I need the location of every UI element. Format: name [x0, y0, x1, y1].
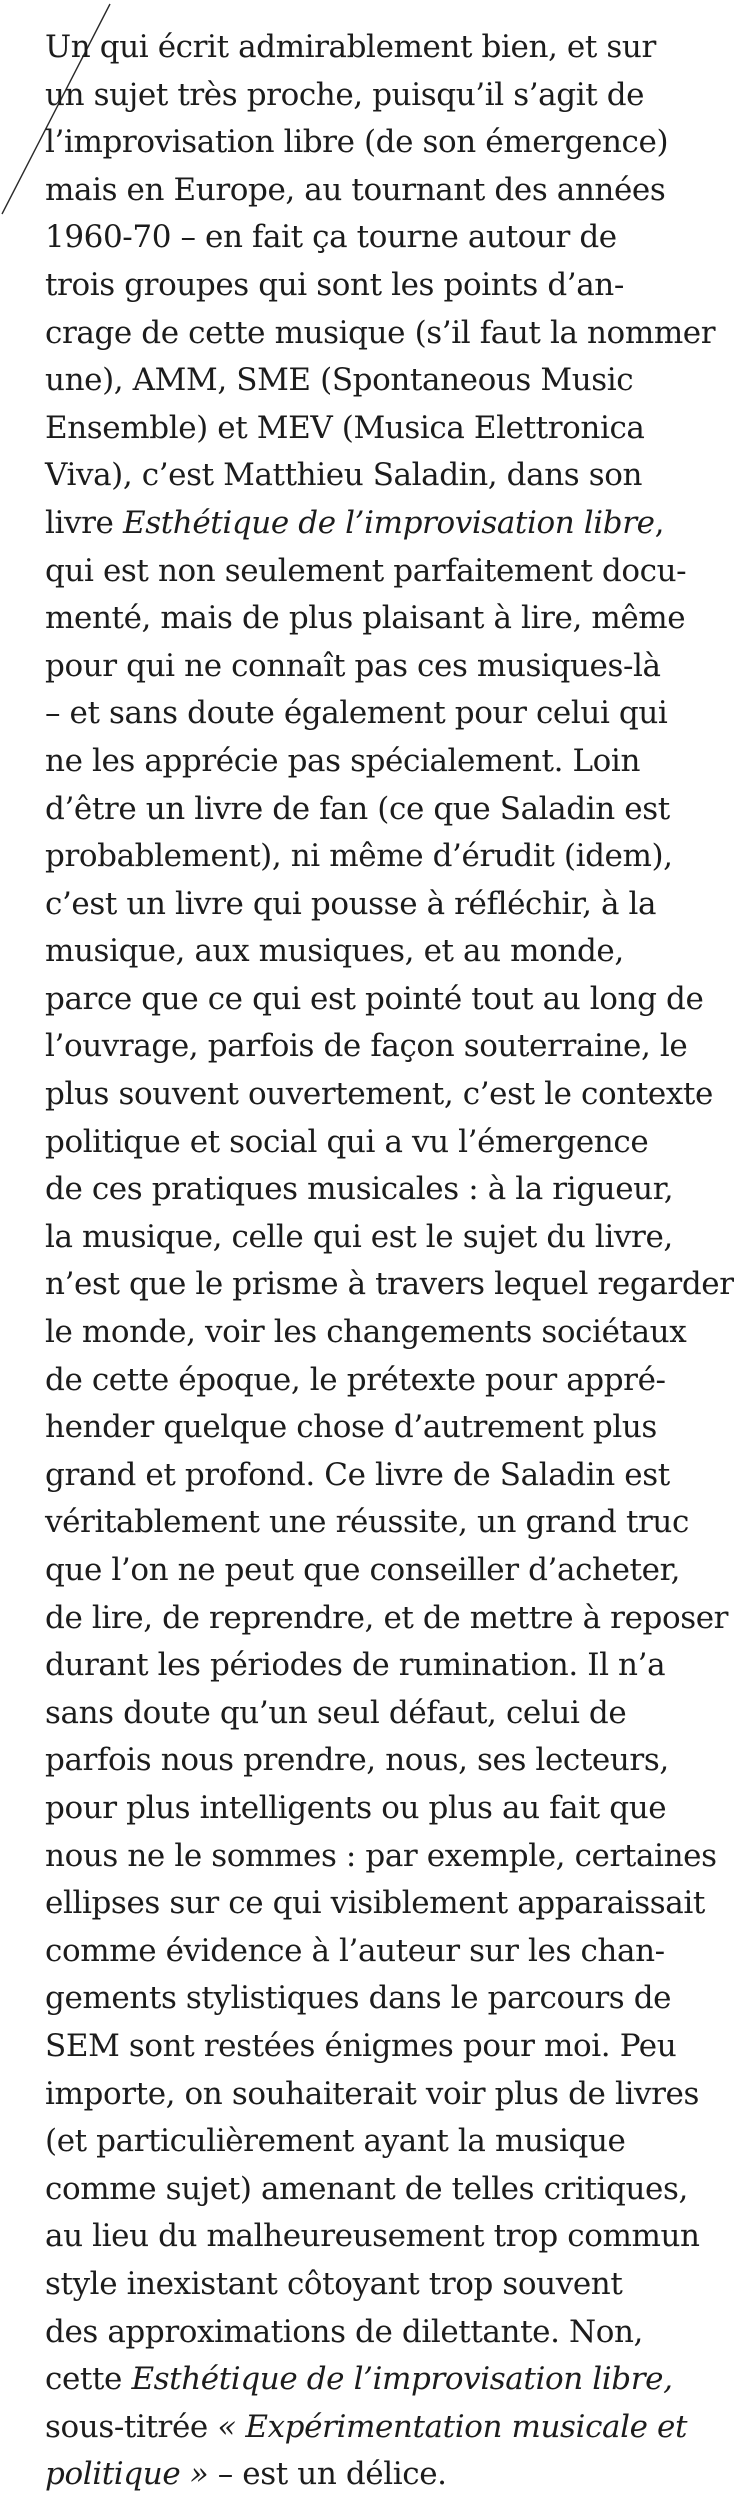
- text-line: [45, 1357, 666, 1405]
- text-line: [45, 310, 716, 358]
- text-line: [45, 1928, 665, 1976]
- italic-text: « Expérimentation musicale et: [217, 2408, 688, 2445]
- text-line: [45, 643, 661, 691]
- italic-text: Esthétique de l’improvisation libre: [122, 504, 655, 541]
- text-line: [45, 405, 645, 453]
- text-line: [45, 881, 657, 929]
- text-line: [45, 2451, 608, 2499]
- text-line: [45, 1452, 670, 1500]
- text-line: [45, 262, 624, 310]
- text-run: un sujet très proche, puisqu’il s’agit de: [45, 76, 645, 113]
- text-run: véritablement une réussite, un grand truc: [45, 1504, 689, 1541]
- text-run: durant les périodes de rumination. Il n’a: [45, 1647, 666, 1684]
- text-line: [45, 548, 687, 596]
- text-run: importe, on souhaiterait voir plus de livres: [45, 2075, 699, 2112]
- text-run: au lieu du malheureusement trop commun: [45, 2218, 700, 2255]
- text-line: [45, 2261, 623, 2309]
- text-line: [45, 452, 643, 500]
- text-run: ,: [654, 504, 665, 541]
- text-line: [45, 1833, 717, 1881]
- text-run: politique et social qui a vu l’émergence: [45, 1123, 649, 1160]
- text-line: [45, 1261, 734, 1309]
- text-run: de cette époque, le prétexte pour appré-: [45, 1361, 666, 1398]
- text-run: l’ouvrage, parfois de façon souterraine, le: [45, 1028, 688, 1065]
- text-run: ellipses sur ce qui visiblement apparaissait: [45, 1885, 705, 1922]
- text-run: 1960-70 – en fait ça tourne autour de: [45, 219, 617, 256]
- text-run: menté, mais de plus plaisant à lire, même: [45, 600, 686, 637]
- text-run: trois groupes qui sont les points d’an-: [45, 266, 624, 303]
- text-line: [45, 24, 656, 72]
- text-line: [45, 928, 624, 976]
- text-run: mais en Europe, au tournant des années: [45, 171, 666, 208]
- text-run: parce que ce qui est pointé tout au long de: [45, 980, 704, 1017]
- text-line: [45, 1642, 666, 1690]
- text-run: grand et profond. Ce livre de Saladin est: [45, 1456, 670, 1493]
- text-line: [45, 833, 673, 881]
- text-line: [45, 1309, 687, 1357]
- text-run: sous-titrée: [45, 2408, 218, 2445]
- text-run: – et sans doute également pour celui qui: [45, 695, 668, 732]
- text-run: Ensemble) et MEV (Musica Elettronica: [45, 409, 645, 446]
- text-run: comme évidence à l’auteur sur les chan-: [45, 1932, 665, 1969]
- article-body: [45, 24, 734, 2499]
- text-line: [45, 72, 645, 120]
- text-run: hender quelque chose d’autrement plus: [45, 1409, 657, 1446]
- text-run: style inexistant côtoyant trop souvent: [45, 2265, 623, 2302]
- text-run: de ces pratiques musicales : à la rigueur,: [45, 1171, 674, 1208]
- text-line: [45, 1595, 729, 1643]
- text-run: l’improvisation libre (de son émergence): [45, 124, 669, 161]
- text-line: [45, 976, 704, 1024]
- text-run: nous ne le sommes : par exemple, certaines: [45, 1837, 717, 1874]
- text-line: [45, 2213, 700, 2261]
- text-line: [45, 2071, 699, 2119]
- text-run: parfois nous prendre, nous, ses lecteurs,: [45, 1742, 669, 1779]
- text-line: [45, 1071, 713, 1119]
- text-line: [45, 1166, 674, 1214]
- text-line: [45, 2023, 677, 2071]
- italic-text: politique »: [45, 2456, 209, 2493]
- text-line: [45, 1404, 657, 1452]
- text-run: n’est que le prisme à travers lequel regarder: [45, 1266, 734, 1303]
- text-run: comme sujet) amenant de telles critiques,: [45, 2170, 688, 2207]
- text-run: ne les apprécie pas spécialement. Loin: [45, 742, 641, 779]
- text-line: [45, 2309, 643, 2357]
- text-run: de lire, de reprendre, et de mettre à reposer: [45, 1599, 729, 1636]
- text-line: [45, 595, 686, 643]
- text-run: (et particulièrement ayant la musique: [45, 2123, 626, 2160]
- text-line: [45, 357, 634, 405]
- text-run: – est un délice.: [208, 2456, 447, 2493]
- text-run: Un qui écrit admirablement bien, et sur: [45, 29, 656, 65]
- text-run: d’être un livre de fan (ce que Saladin est: [45, 790, 670, 827]
- text-line: [45, 1214, 673, 1262]
- text-line: [45, 500, 665, 548]
- text-run: sans doute qu’un seul défaut, celui de: [45, 1694, 627, 1731]
- text-line: [45, 2166, 688, 2214]
- text-line: [45, 1023, 688, 1071]
- text-run: pour plus intelligents ou plus au fait que: [45, 1789, 667, 1826]
- text-run: musique, aux musiques, et au monde,: [45, 933, 624, 970]
- text-line: [45, 738, 641, 786]
- text-run: Viva), c’est Matthieu Saladin, dans son: [45, 457, 643, 494]
- text-line: [45, 1690, 627, 1738]
- text-line: [45, 1785, 667, 1833]
- text-line: [45, 786, 670, 834]
- text-run: des approximations de dilettante. Non,: [45, 2313, 643, 2350]
- text-run: une), AMM, SME (Spontaneous Music: [45, 362, 634, 399]
- text-run: c’est un livre qui pousse à réfléchir, à la: [45, 885, 657, 922]
- text-run: gements stylistiques dans le parcours de: [45, 1980, 672, 2017]
- text-run: que l’on ne peut que conseiller d’acheter,: [45, 1552, 681, 1588]
- text-line: [45, 1547, 681, 1595]
- text-line: [45, 2404, 688, 2452]
- text-line: [45, 2356, 673, 2404]
- text-line: [45, 214, 617, 262]
- text-line: [45, 2118, 626, 2166]
- text-line: [45, 1499, 689, 1547]
- text-line: [45, 1975, 672, 2023]
- text-run: probablement), ni même d’érudit (idem),: [45, 838, 673, 875]
- text-run: plus souvent ouvertement, c’est le contexte: [45, 1076, 713, 1113]
- text-run: la musique, celle qui est le sujet du livre,: [45, 1218, 673, 1255]
- italic-text: Esthétique de l’improvisation libre,: [131, 2361, 673, 2398]
- text-run: pour qui ne connaît pas ces musiques-là: [45, 647, 661, 684]
- text-line: [45, 690, 668, 738]
- text-run: livre: [45, 504, 123, 541]
- text-run: SEM sont restées énigmes pour moi. Peu: [45, 2027, 677, 2064]
- text-line: [45, 1119, 649, 1167]
- text-line: [45, 167, 666, 215]
- text-line: [45, 119, 669, 167]
- text-run: crage de cette musique (s’il faut la nommer: [45, 314, 716, 351]
- text-line: [45, 1880, 705, 1928]
- text-run: cette: [45, 2361, 132, 2398]
- text-run: le monde, voir les changements sociétaux: [45, 1314, 687, 1351]
- text-run: qui est non seulement parfaitement docu-: [45, 552, 687, 589]
- text-line: [45, 1737, 669, 1785]
